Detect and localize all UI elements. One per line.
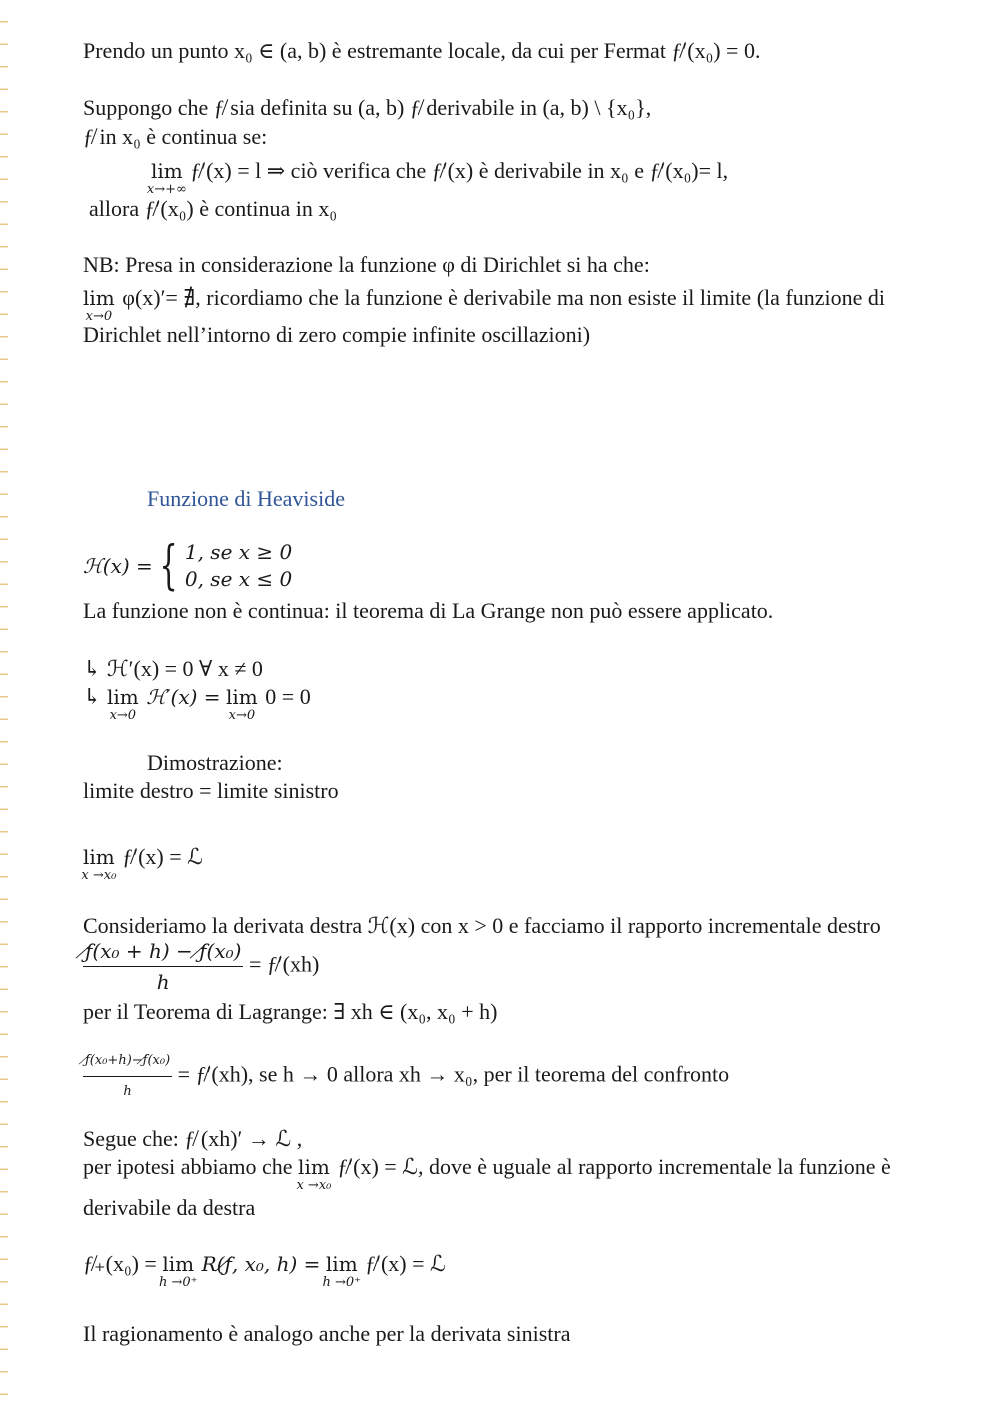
confronto-line <box>83 1048 729 1098</box>
limit-line-L <box>81 844 203 883</box>
ipotesi-prefix: per ipotesi abbiamo che <box>83 1154 293 1179</box>
confronto-rest: = ƒ̸′(xh), se h → 0 allora xh → x₀, per il teorema del confronto <box>177 1061 730 1087</box>
lim-operator: lim x →x₀ <box>296 1155 332 1193</box>
case-2: 0, se x ≤ 0 <box>184 567 293 591</box>
limit-line-continuity <box>146 158 729 197</box>
limit-line-ipotesi <box>83 1154 891 1193</box>
fraction <box>83 938 243 995</box>
text-line-suppongo: Suppongo che ƒ̸ sia definita su (a, b) ƒ̸ derivabile in (a, b) \ {x₀}, <box>83 95 652 120</box>
fraction-denominator: h <box>156 970 170 994</box>
dirichlet-text: φ(x)′= ∄, ricordiamo che la funzione è derivabile ma non esiste il limite (la funzione di <box>122 285 885 310</box>
heaviside-derivative: ℋ′(x) = <box>146 685 221 709</box>
limit-value: 0 = 0 <box>265 684 311 709</box>
text-line-derivata-destra: Consideriamo la derivata destra ℋ(x) con x > 0 e facciamo il rapporto incrementale destro <box>83 913 881 938</box>
text-line-fermat: Prendo un punto x₀ ∈ (a, b) è estremante locale, da cui per Fermat ƒ̸′(x₀) = 0. <box>83 38 761 63</box>
text-line-continua-se: ƒ̸ in x₀ è continua se: <box>83 124 268 149</box>
text-line-analogo: Il ragionamento è analogo anche per la derivata sinistra <box>83 1321 571 1346</box>
fraction-denominator: h <box>123 1084 132 1099</box>
text-line-lagrange: per il Teorema di Lagrange: ∃ xh ∈ (x₀, x₀ + h) <box>83 999 498 1024</box>
hook-arrow-icon: ↳ <box>83 684 102 709</box>
derivative-zero-line: ↳ ℋ′(x) = 0 ∀ x ≠ 0 <box>83 656 263 681</box>
incremental-ratio-line <box>83 938 319 998</box>
text-line-non-continua: La funzione non è continua: il teorema di La Grange non può essere applicato. <box>83 598 774 623</box>
incremental-ratio-rest: = ƒ̸′(xh) <box>248 951 320 977</box>
fraction <box>83 1048 172 1105</box>
text-line-dimostrazione: Dimostrazione: <box>147 750 283 775</box>
left-brace-icon: { <box>159 536 178 596</box>
limit-line-dirichlet <box>83 285 885 324</box>
limit-line-heaviside <box>83 684 311 723</box>
heaviside-lhs: ℋ(x) = <box>83 554 153 578</box>
text-line-nb: NB: Presa in considerazione la funzione φ di Dirichlet si ha che: <box>83 252 650 277</box>
text-line-limite-destro: limite destro = limite sinistro <box>83 778 339 803</box>
heaviside-cases <box>185 539 292 593</box>
lim-operator: lim h →0⁺ <box>322 1252 362 1290</box>
ratio-function: R(ƒ̸, x₀, h) = <box>201 1252 321 1276</box>
lim-operator: lim h →0⁺ <box>158 1252 198 1290</box>
lim-operator: lim x→0 <box>83 286 115 324</box>
section-heading: Funzione di Heaviside <box>147 486 345 511</box>
text-line-allora: allora ƒ̸′(x₀) è continua in x₀ <box>89 196 338 221</box>
fraction-bar <box>83 966 243 967</box>
right-derivative-line <box>83 1251 446 1290</box>
heaviside-definition <box>83 536 293 596</box>
ipotesi-rest: ƒ̸′(x) = ℒ, dove è uguale al rapporto incrementale la funzione è <box>337 1154 891 1179</box>
fraction-numerator: ƒ̸(x₀ + h) − ƒ̸(x₀) <box>85 939 242 963</box>
lim-operator: lim x→0 <box>106 685 139 723</box>
lim-operator: lim x →x₀ <box>81 845 117 883</box>
text-line-dirichlet-oscillazioni: Dirichlet nell’intorno di zero compie infinite oscillazioni) <box>83 322 591 347</box>
fraction-numerator: ƒ̸(x₀+h)−ƒ̸(x₀) <box>85 1053 171 1068</box>
lim-operator: lim x→+∞ <box>146 159 187 197</box>
case-1: 1, se x ≥ 0 <box>184 540 293 564</box>
right-derivative-lhs: ƒ̸₊(x₀) = <box>83 1251 157 1276</box>
fraction-bar <box>83 1076 172 1077</box>
right-derivative-rhs: ƒ̸′(x) = ℒ <box>365 1251 446 1276</box>
text-line-segue-che: Segue che: ƒ̸ (xh)′ → ℒ , <box>83 1126 303 1151</box>
limit-line-rest: ƒ̸′(x) = l ⇒ ciò verifica che ƒ̸′(x) è derivabile in x₀ e ƒ̸′(x₀)= l, <box>190 158 729 183</box>
margin-ruler <box>0 0 8 1415</box>
text-line-derivabile-destra: derivabile da destra <box>83 1195 256 1220</box>
lim-operator: lim x→0 <box>226 685 258 723</box>
limit-L-rest: ƒ̸′(x) = ℒ <box>122 844 203 869</box>
